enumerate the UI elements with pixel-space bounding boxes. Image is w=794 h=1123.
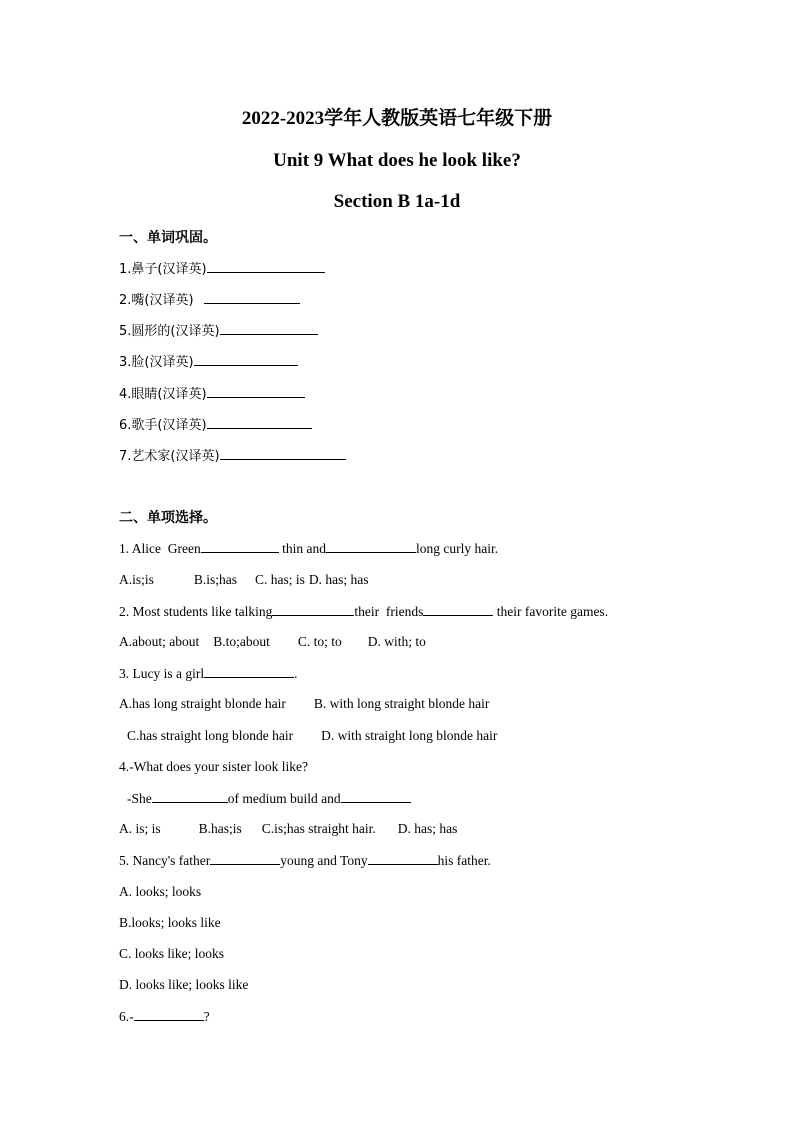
q2-blank-1: [272, 602, 354, 616]
q4-option-d: D. has; has: [397, 821, 458, 836]
vocab-item-2-blank: [204, 290, 300, 304]
q5-blank-2: [368, 851, 438, 865]
q4-text-b: -She: [127, 791, 152, 806]
q1-blank-2: [326, 539, 416, 553]
question-3-options-row1: [119, 695, 489, 713]
q6-text-a: 6.-: [119, 1009, 134, 1024]
vocab-item-5: [119, 321, 318, 341]
vocab-item-1-label: 1.鼻子(汉译英): [119, 262, 207, 277]
q2-option-a: A.about; about: [119, 634, 200, 649]
worksheet-title: 2022-2023学年人教版英语七年级下册: [241, 108, 553, 129]
q4-text-a: 4.-What does your sister look like?: [119, 759, 308, 774]
q5-option-c: C. looks like; looks: [119, 946, 225, 961]
vocab-item-4: [119, 384, 305, 404]
vocab-item-4-label: 4.眼睛(汉译英): [119, 387, 207, 402]
q3-option-a: A.has long straight blonde hair: [119, 696, 286, 711]
vocab-item-1-blank: [207, 259, 325, 273]
q4-option-b: B.has;is: [198, 821, 242, 836]
vocab-item-7-blank: [220, 446, 346, 460]
q5-text-b: young and Tony: [280, 853, 368, 868]
q2-text-c: their favorite games.: [493, 604, 609, 619]
question-5: [119, 851, 491, 870]
q2-text-a: 2. Most students like talking: [119, 604, 273, 619]
vocab-item-4-blank: [207, 384, 305, 398]
q2-option-c: C. to; to: [297, 634, 342, 649]
q3-option-b: B. with long straight blonde hair: [313, 696, 490, 711]
q5-option-b: B.looks; looks like: [119, 915, 221, 930]
q1-text-a: 1. Alice Green: [119, 541, 201, 556]
unit-title: Unit 9 What does he look like?: [273, 150, 521, 171]
vocab-item-2: [119, 290, 300, 310]
question-3: [119, 664, 297, 683]
part1-heading: 一、单词巩固。: [119, 230, 217, 246]
q2-text-b: their friends: [354, 604, 424, 619]
vocab-item-1: [119, 259, 325, 279]
question-4-options: [119, 820, 457, 838]
vocab-item-3: [119, 352, 298, 372]
q2-blank-2: [423, 602, 493, 616]
question-6: [119, 1007, 210, 1026]
q5-option-a: A. looks; looks: [119, 884, 202, 899]
question-4-response: [127, 789, 411, 808]
q3-text-b: .: [294, 666, 298, 681]
q1-text-c: long curly hair.: [415, 541, 499, 556]
question-2: [119, 602, 608, 621]
q4-blank-2: [341, 789, 411, 803]
q4-option-a: A. is; is: [119, 821, 161, 836]
question-1-options: [119, 571, 369, 589]
vocab-item-7-label: 7.艺术家(汉译英): [119, 449, 220, 464]
q2-option-d: D. with; to: [367, 634, 426, 649]
q4-blank-1: [152, 789, 228, 803]
q1-blank-1: [201, 539, 279, 553]
q1-text-b: thin and: [278, 541, 326, 556]
q4-option-c: C.is;has straight hair.: [261, 821, 376, 836]
q3-blank-1: [204, 664, 294, 678]
q1-option-c: C. has; is: [255, 572, 305, 587]
q1-option-d: D. has; has: [308, 572, 369, 587]
vocab-item-5-label: 5.圆形的(汉译英): [119, 324, 220, 339]
q3-option-c: C.has straight long blonde hair: [127, 728, 294, 743]
q6-text-b: ?: [203, 1009, 210, 1024]
q5-blank-1: [210, 851, 280, 865]
vocab-item-2-label: 2.嘴(汉译英): [119, 293, 194, 308]
q1-option-a: A.is;is: [119, 572, 154, 587]
vocab-item-5-blank: [220, 321, 318, 335]
q6-blank-1: [134, 1007, 204, 1021]
section-title: Section B 1a-1d: [333, 191, 461, 212]
q2-option-b: B.to;about: [213, 634, 270, 649]
q3-text-a: 3. Lucy is a girl: [119, 666, 205, 681]
question-1: [119, 539, 498, 558]
vocab-item-6: [119, 415, 312, 435]
q5-text-c: his father.: [437, 853, 491, 868]
q4-text-c: of medium build and: [227, 791, 341, 806]
vocab-item-6-label: 6.歌手(汉译英): [119, 418, 207, 433]
vocab-item-3-label: 3.脸(汉译英): [119, 355, 194, 370]
q3-option-d: D. with straight long blonde hair: [321, 728, 498, 743]
vocab-item-3-blank: [194, 352, 298, 366]
q5-option-d: D. looks like; looks like: [119, 977, 249, 992]
q5-text-a: 5. Nancy's father: [119, 853, 211, 868]
part2-heading: 二、单项选择。: [119, 510, 217, 526]
vocab-item-6-blank: [207, 415, 312, 429]
vocab-item-7: [119, 446, 346, 466]
question-2-options: [119, 633, 426, 651]
question-4: [119, 758, 308, 776]
q1-option-b: B.is;has: [193, 572, 238, 587]
question-3-options-row2: [127, 727, 497, 745]
